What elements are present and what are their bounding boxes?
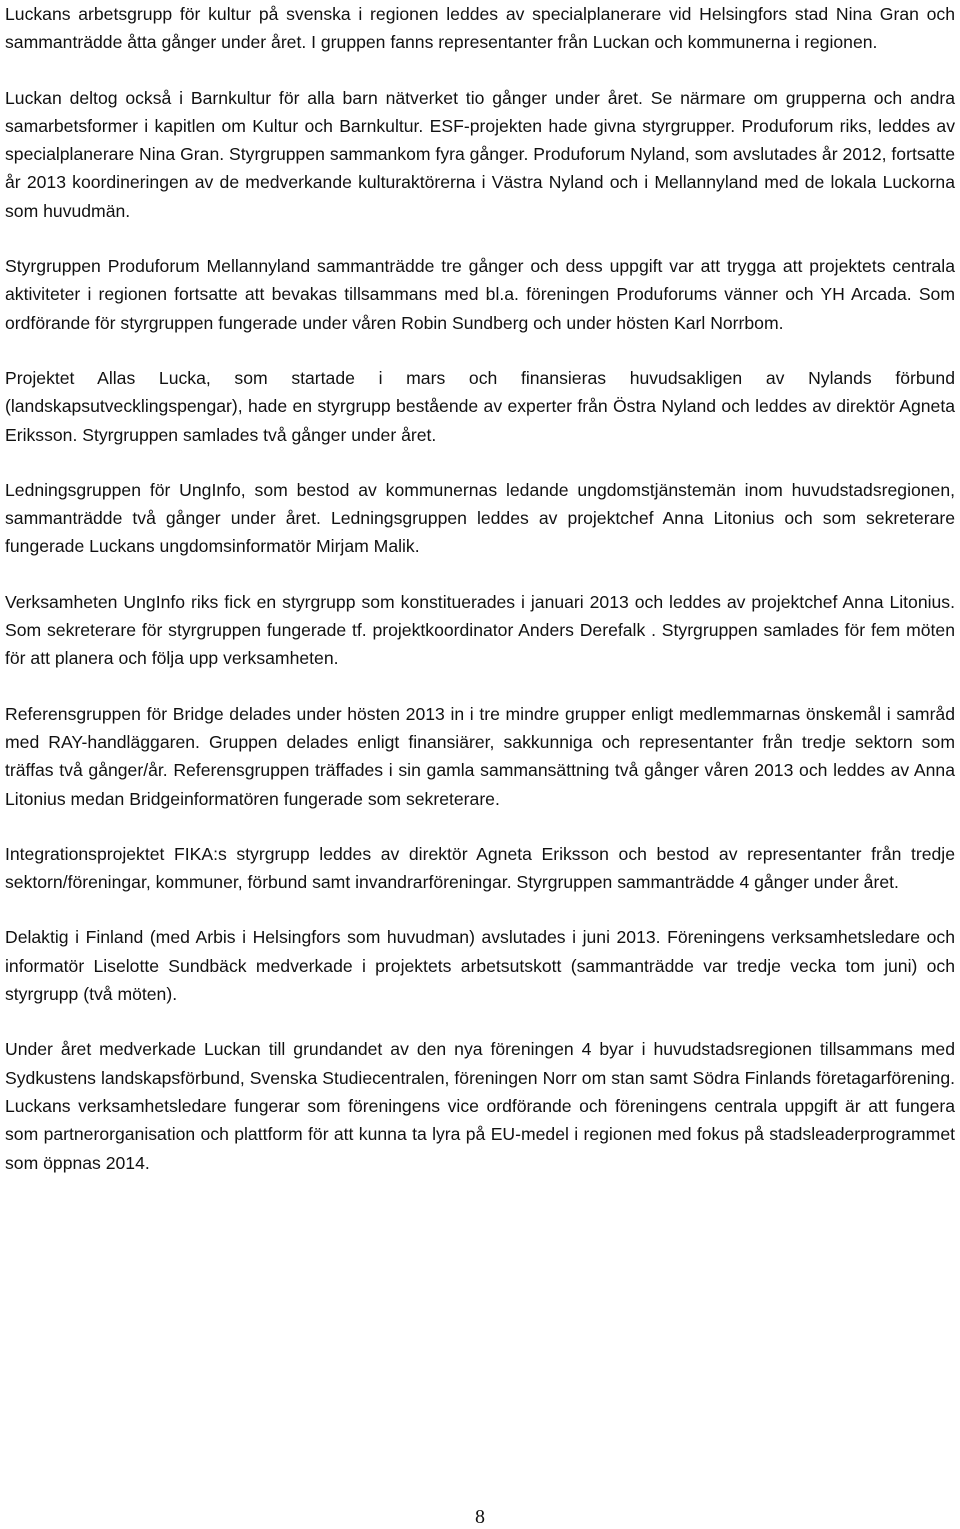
paragraph-allas-lucka: Projektet Allas Lucka, som startade i mars och finansieras huvudsakligen av Nylands förbund (landskapsutvecklingspengar), hade en styrgrupp bestående av experter från Östra Nyland och leddes av direktör Agneta Eriksson. Styrgruppen samlades två gånger under året. <box>5 367 955 445</box>
page-number: 8 <box>475 1506 485 1528</box>
paragraph-delaktig-i-finland: Delaktig i Finland (med Arbis i Helsingfors som huvudman) avslutades i juni 2013. Föreningens verksamhetsledare och informatör Liselotte Sundbäck medverkade i projektets arbetsutskott (sammanträdde var tredje vecka tom juni) och styrgrupp (två möten). <box>5 927 955 1005</box>
paragraph-unginfo-ledningsgrupp: Ledningsgruppen för UngInfo, som bestod av kommunernas ledande ungdomstjänstemän inom huvudstadsregionen, sammanträdde två gånger under året. Ledningsgruppen leddes av projektchef Anna Litonius och som sekreterare fungerade Luckans ungdomsinformatör Mirjam Malik. <box>5 479 955 557</box>
paragraph-produforum-mellannyland: Styrgruppen Produforum Mellannyland sammanträdde tre gånger och dess uppgift var att trygga att projektets centrala aktiviteter i regionen fortsatte att bevakas tillsammans med bl.a. föreningen Produforums vänner och YH Arcada. Som ordförande för styrgruppen fungerade under våren Robin Sundberg och under hösten Karl Norrbom. <box>5 256 955 333</box>
document-body <box>5 0 955 1204</box>
paragraph-4-byar: Under året medverkade Luckan till grundandet av den nya föreningen 4 byar i huvudstadsregionen tillsammans med Sydkustens landskapsförbund, Svenska Studiecentralen, föreningen Norr om stan samt Södra Finlands företagarförening. Luckans verksamhetsledare fungerar som föreningens vice ordförande och föreningens centrala uppgift är att fungera som partnerorganisation och plattform för att kunna ta lyra på EU-medel i regionen med fokus på stadsleaderprogrammet som öppnas 2014. <box>5 1039 955 1173</box>
paragraph-bridge-referensgrupp: Referensgruppen för Bridge delades under hösten 2013 in i tre mindre grupper enligt medlemmarnas önskemål i samråd med RAY-handläggaren. Gruppen delades enligt finansiärer, sakkunniga och representanter från tredje sektorn som träffas två gånger/år. Referensgruppen träffades i sin gamla sammansättning två gånger våren 2013 och leddes av Anna Litonius medan Bridgeinformatören fungerade som sekreterare. <box>5 703 955 809</box>
paragraph-barnkultur-esf: Luckan deltog också i Barnkultur för alla barn nätverket tio gånger under året. Se närmare om grupperna och andra samarbetsformer i kapitlen om Kultur och Barnkultur. ESF-projekten hade givna styrgrupper. Produforum riks, leddes av specialplanerare Nina Gran. Styrgruppen sammankom fyra gånger. Produforum Nyland, som avslutades år 2012, fortsatte år 2013 koordineringen av de medverkande kulturaktörerna i Västra Nyland och i Mellannyland med de lokala Luckorna som huvudmän. <box>5 87 955 221</box>
paragraph-kultur-arbetsgrupp: Luckans arbetsgrupp för kultur på svenska i regionen leddes av specialplanerare vid Helsingfors stad Nina Gran och sammanträdde åtta gånger under året. I gruppen fanns representanter från Luckan och kommunerna i regionen. <box>5 4 955 53</box>
paragraph-unginfo-riks: Verksamheten UngInfo riks fick en styrgrupp som konstituerades i januari 2013 och leddes av projektchef Anna Litonius. Som sekreterare för styrgruppen fungerade tf. projektkoordinator Anders Derefalk . Styrgruppen samlades för fem möten för att planera och följa upp verksamheten. <box>5 591 955 669</box>
paragraph-fika-styrgrupp: Integrationsprojektet FIKA:s styrgrupp leddes av direktör Agneta Eriksson och bestod av representanter från tredje sektorn/föreningar, kommuner, förbund samt invandrarföreningar. Styrgruppen sammanträdde 4 gånger under året. <box>5 843 955 893</box>
